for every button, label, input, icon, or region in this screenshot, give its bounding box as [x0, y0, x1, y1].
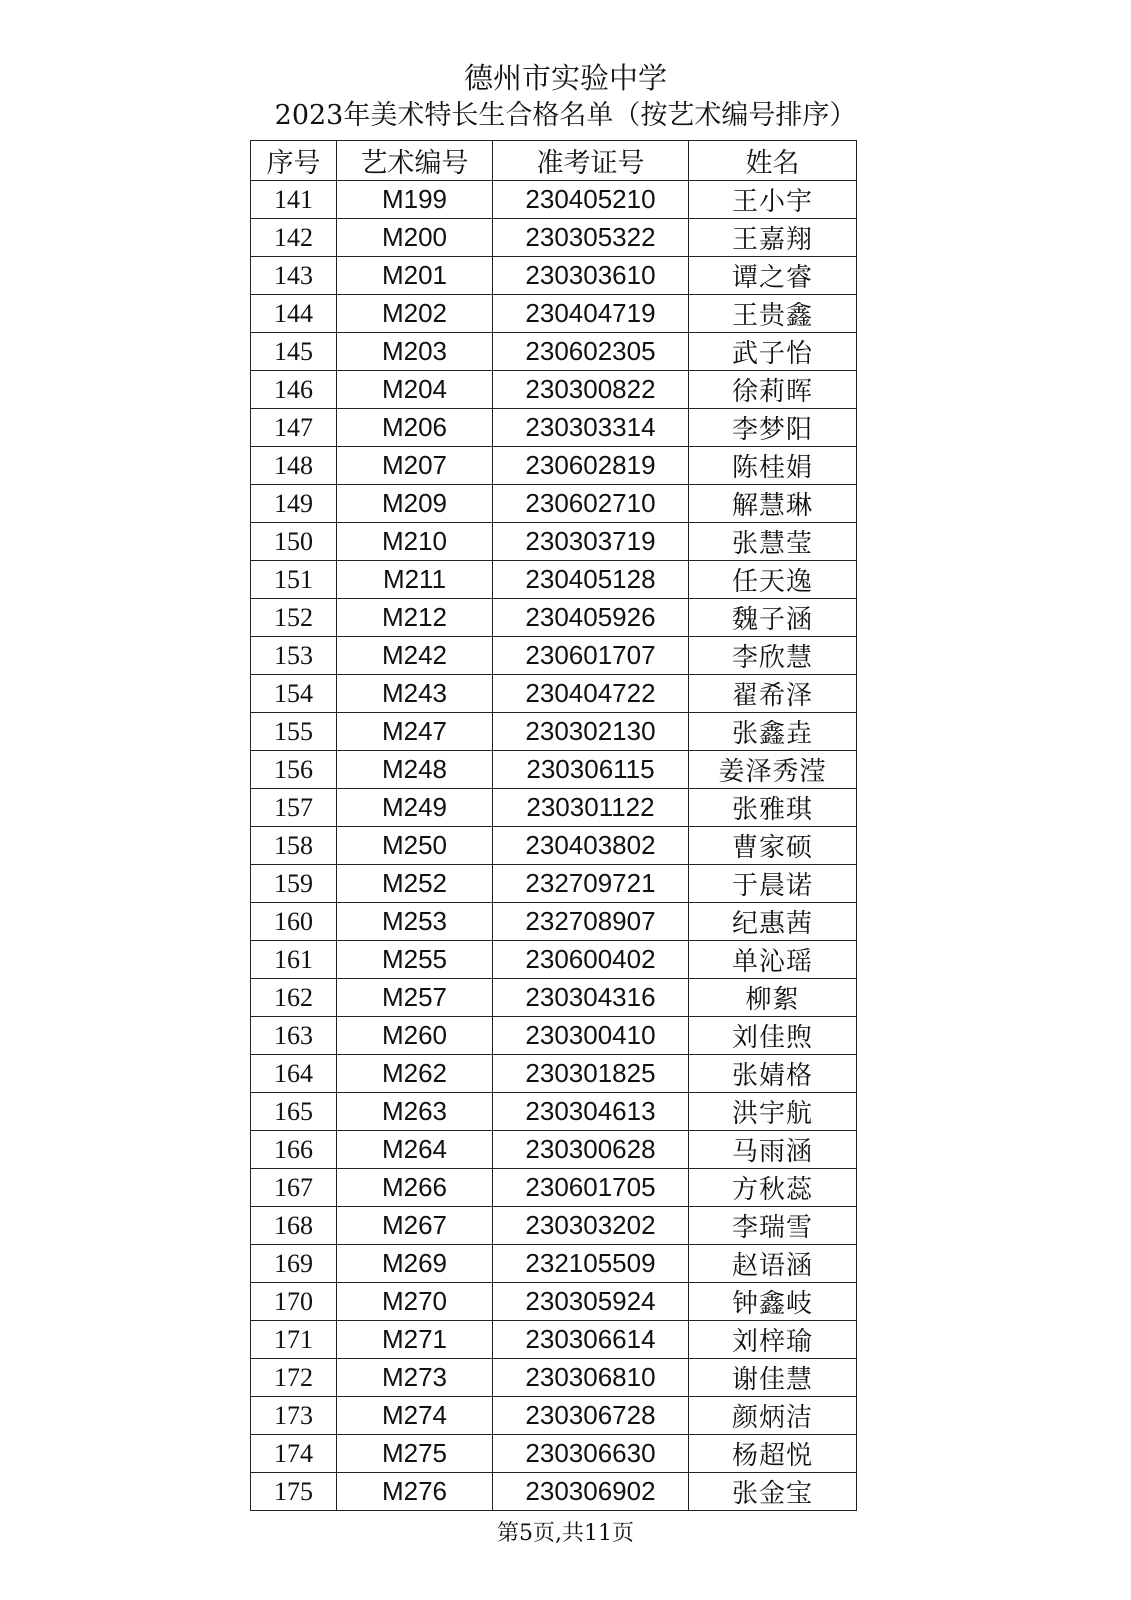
cell-art-no: M199 [337, 181, 493, 219]
cell-seq: 149 [251, 485, 337, 523]
cell-name: 柳絮 [689, 979, 857, 1017]
cell-exam-no: 230304316 [493, 979, 689, 1017]
cell-seq: 171 [251, 1321, 337, 1359]
cell-exam-no: 230306115 [493, 751, 689, 789]
cell-seq: 167 [251, 1169, 337, 1207]
cell-seq: 164 [251, 1055, 337, 1093]
table-row [251, 599, 857, 637]
cell-exam-no: 230304613 [493, 1093, 689, 1131]
cell-exam-no: 230405210 [493, 181, 689, 219]
cell-art-no: M203 [337, 333, 493, 371]
table-row [251, 713, 857, 751]
table-row [251, 979, 857, 1017]
cell-art-no: M266 [337, 1169, 493, 1207]
cell-name: 杨超悦 [689, 1435, 857, 1473]
table-body [251, 181, 857, 1511]
table-row [251, 675, 857, 713]
cell-seq: 142 [251, 219, 337, 257]
table-row [251, 219, 857, 257]
column-header-seq: 序号 [251, 141, 337, 181]
cell-seq: 144 [251, 295, 337, 333]
cell-name: 纪惠茜 [689, 903, 857, 941]
cell-art-no: M273 [337, 1359, 493, 1397]
cell-art-no: M253 [337, 903, 493, 941]
cell-art-no: M263 [337, 1093, 493, 1131]
cell-exam-no: 230303610 [493, 257, 689, 295]
table-row [251, 1397, 857, 1435]
cell-seq: 173 [251, 1397, 337, 1435]
cell-seq: 143 [251, 257, 337, 295]
cell-art-no: M248 [337, 751, 493, 789]
cell-exam-no: 230303314 [493, 409, 689, 447]
cell-name: 于晨诺 [689, 865, 857, 903]
cell-name: 王贵鑫 [689, 295, 857, 333]
column-header-art-no: 艺术编号 [337, 141, 493, 181]
cell-exam-no: 230301122 [493, 789, 689, 827]
cell-seq: 141 [251, 181, 337, 219]
cell-exam-no: 230300822 [493, 371, 689, 409]
cell-name: 翟希泽 [689, 675, 857, 713]
table-row [251, 1435, 857, 1473]
table-row [251, 1131, 857, 1169]
cell-name: 洪宇航 [689, 1093, 857, 1131]
cell-art-no: M252 [337, 865, 493, 903]
cell-art-no: M210 [337, 523, 493, 561]
cell-exam-no: 232708907 [493, 903, 689, 941]
cell-name: 徐莉晖 [689, 371, 857, 409]
cell-art-no: M260 [337, 1017, 493, 1055]
cell-art-no: M274 [337, 1397, 493, 1435]
table-row [251, 1207, 857, 1245]
cell-seq: 150 [251, 523, 337, 561]
cell-exam-no: 230300410 [493, 1017, 689, 1055]
cell-seq: 170 [251, 1283, 337, 1321]
cell-seq: 146 [251, 371, 337, 409]
cell-name: 王小宇 [689, 181, 857, 219]
table-row [251, 1245, 857, 1283]
cell-name: 方秋蕊 [689, 1169, 857, 1207]
cell-exam-no: 230602305 [493, 333, 689, 371]
cell-seq: 152 [251, 599, 337, 637]
cell-art-no: M262 [337, 1055, 493, 1093]
cell-art-no: M271 [337, 1321, 493, 1359]
cell-art-no: M255 [337, 941, 493, 979]
cell-art-no: M264 [337, 1131, 493, 1169]
cell-exam-no: 230405926 [493, 599, 689, 637]
table-header-row [251, 141, 857, 181]
table-row [251, 751, 857, 789]
cell-seq: 157 [251, 789, 337, 827]
table-row [251, 561, 857, 599]
table-row [251, 485, 857, 523]
table-row [251, 1169, 857, 1207]
cell-name: 李梦阳 [689, 409, 857, 447]
cell-name: 李瑞雪 [689, 1207, 857, 1245]
cell-name: 赵语涵 [689, 1245, 857, 1283]
cell-seq: 153 [251, 637, 337, 675]
cell-art-no: M270 [337, 1283, 493, 1321]
table-row [251, 181, 857, 219]
table-row [251, 295, 857, 333]
cell-name: 曹家硕 [689, 827, 857, 865]
table-row [251, 903, 857, 941]
cell-exam-no: 232105509 [493, 1245, 689, 1283]
cell-name: 张鑫垚 [689, 713, 857, 751]
table-row [251, 1359, 857, 1397]
cell-name: 颜炳洁 [689, 1397, 857, 1435]
cell-exam-no: 230306810 [493, 1359, 689, 1397]
cell-seq: 151 [251, 561, 337, 599]
cell-seq: 154 [251, 675, 337, 713]
column-header-name: 姓名 [689, 141, 857, 181]
table-row [251, 1321, 857, 1359]
table-row [251, 447, 857, 485]
cell-name: 张金宝 [689, 1473, 857, 1511]
cell-exam-no: 230305322 [493, 219, 689, 257]
cell-seq: 159 [251, 865, 337, 903]
cell-name: 张慧莹 [689, 523, 857, 561]
cell-seq: 175 [251, 1473, 337, 1511]
cell-exam-no: 230403802 [493, 827, 689, 865]
cell-name: 单沁瑶 [689, 941, 857, 979]
table-row [251, 371, 857, 409]
table-row [251, 637, 857, 675]
cell-seq: 174 [251, 1435, 337, 1473]
cell-art-no: M200 [337, 219, 493, 257]
table-row [251, 1473, 857, 1511]
cell-art-no: M242 [337, 637, 493, 675]
cell-exam-no: 230303719 [493, 523, 689, 561]
cell-exam-no: 230306728 [493, 1397, 689, 1435]
cell-art-no: M206 [337, 409, 493, 447]
cell-exam-no: 230302130 [493, 713, 689, 751]
cell-art-no: M257 [337, 979, 493, 1017]
cell-exam-no: 230301825 [493, 1055, 689, 1093]
cell-art-no: M249 [337, 789, 493, 827]
cell-exam-no: 230600402 [493, 941, 689, 979]
cell-name: 张婧格 [689, 1055, 857, 1093]
cell-exam-no: 230303202 [493, 1207, 689, 1245]
cell-seq: 161 [251, 941, 337, 979]
cell-name: 刘佳煦 [689, 1017, 857, 1055]
cell-seq: 169 [251, 1245, 337, 1283]
cell-art-no: M269 [337, 1245, 493, 1283]
cell-art-no: M201 [337, 257, 493, 295]
table-row [251, 409, 857, 447]
cell-exam-no: 230404719 [493, 295, 689, 333]
cell-exam-no: 230602819 [493, 447, 689, 485]
cell-exam-no: 230306614 [493, 1321, 689, 1359]
table-row [251, 1093, 857, 1131]
cell-name: 谭之睿 [689, 257, 857, 295]
cell-exam-no: 230602710 [493, 485, 689, 523]
table-row [251, 827, 857, 865]
cell-art-no: M202 [337, 295, 493, 333]
cell-art-no: M250 [337, 827, 493, 865]
roster-table [250, 140, 857, 1511]
cell-art-no: M247 [337, 713, 493, 751]
page-number: 第5页,共11页 [497, 1521, 634, 1546]
cell-seq: 168 [251, 1207, 337, 1245]
cell-seq: 172 [251, 1359, 337, 1397]
cell-name: 任天逸 [689, 561, 857, 599]
cell-name: 姜泽秀滢 [689, 751, 857, 789]
school-name: 德州市实验中学 [463, 61, 667, 95]
cell-name: 武子怡 [689, 333, 857, 371]
cell-art-no: M207 [337, 447, 493, 485]
cell-name: 解慧琳 [689, 485, 857, 523]
cell-art-no: M243 [337, 675, 493, 713]
cell-art-no: M267 [337, 1207, 493, 1245]
table-row [251, 1055, 857, 1093]
cell-name: 钟鑫岐 [689, 1283, 857, 1321]
cell-seq: 165 [251, 1093, 337, 1131]
cell-exam-no: 230601705 [493, 1169, 689, 1207]
table-row [251, 1283, 857, 1321]
cell-exam-no: 230300628 [493, 1131, 689, 1169]
cell-seq: 160 [251, 903, 337, 941]
cell-exam-no: 230404722 [493, 675, 689, 713]
cell-seq: 145 [251, 333, 337, 371]
column-header-exam-no: 准考证号 [493, 141, 689, 181]
cell-art-no: M212 [337, 599, 493, 637]
cell-name: 李欣慧 [689, 637, 857, 675]
cell-seq: 155 [251, 713, 337, 751]
cell-name: 陈桂娟 [689, 447, 857, 485]
cell-name: 马雨涵 [689, 1131, 857, 1169]
cell-exam-no: 230306630 [493, 1435, 689, 1473]
cell-seq: 148 [251, 447, 337, 485]
cell-exam-no: 232709721 [493, 865, 689, 903]
cell-exam-no: 230405128 [493, 561, 689, 599]
cell-art-no: M211 [337, 561, 493, 599]
cell-exam-no: 230305924 [493, 1283, 689, 1321]
cell-seq: 163 [251, 1017, 337, 1055]
table-row [251, 257, 857, 295]
table-row [251, 941, 857, 979]
cell-seq: 158 [251, 827, 337, 865]
cell-name: 刘梓瑜 [689, 1321, 857, 1359]
cell-art-no: M209 [337, 485, 493, 523]
cell-name: 魏子涵 [689, 599, 857, 637]
cell-seq: 156 [251, 751, 337, 789]
table-row [251, 789, 857, 827]
cell-seq: 166 [251, 1131, 337, 1169]
cell-art-no: M276 [337, 1473, 493, 1511]
cell-art-no: M204 [337, 371, 493, 409]
cell-name: 张雅琪 [689, 789, 857, 827]
cell-seq: 162 [251, 979, 337, 1017]
table-row [251, 1017, 857, 1055]
cell-exam-no: 230306902 [493, 1473, 689, 1511]
cell-name: 王嘉翔 [689, 219, 857, 257]
cell-name: 谢佳慧 [689, 1359, 857, 1397]
cell-exam-no: 230601707 [493, 637, 689, 675]
cell-art-no: M275 [337, 1435, 493, 1473]
table-row [251, 523, 857, 561]
table-row [251, 333, 857, 371]
cell-seq: 147 [251, 409, 337, 447]
document-title: 2023年美术特长生合格名单（按艺术编号排序） [274, 100, 857, 131]
table-row [251, 865, 857, 903]
